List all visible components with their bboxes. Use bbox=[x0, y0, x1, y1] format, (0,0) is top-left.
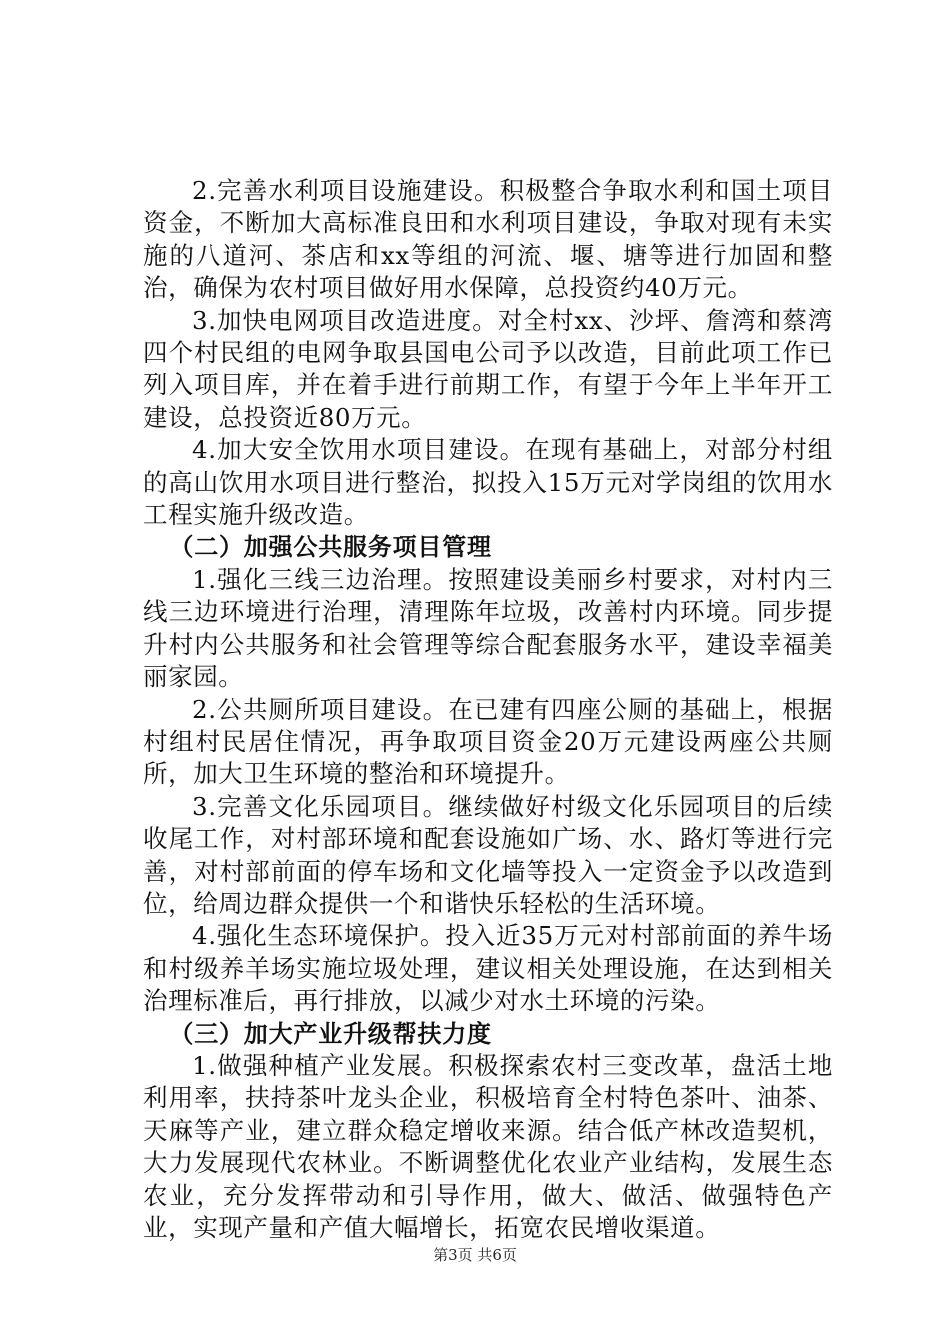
paragraph-power-grid: 3.加快电网项目改造进度。对全村xx、沙坪、詹湾和蔡湾四个村民组的电网争取县国电公司予以改造，目前此项工作已列入项目库，并在着手进行前期工作，有望于今年上半年开工建设，总投资近80万元。 bbox=[143, 305, 833, 432]
paragraph-three-lines: 1.强化三线三边治理。按照建设美丽乡村要求，对村内三线三边环境进行治理，清理陈年垃圾，改善村内环境。同步提升村内公共服务和社会管理等综合配套服务水平，建设幸福美丽家园。 bbox=[143, 564, 833, 692]
document-body bbox=[143, 175, 833, 1244]
section-heading-public-services: （二）加强公共服务项目管理 bbox=[169, 533, 492, 562]
paragraph-public-toilets: 2.公共厕所项目建设。在已建有四座公厕的基础上，根据村组村民居住情况，再争取项目资金20万元建设两座公共厕所，加大卫生环境的整治和环境提升。 bbox=[143, 694, 833, 789]
paragraph-cultural-park: 3.完善文化乐园项目。继续做好村级文化乐园项目的后续收尾工作，对村部环境和配套设施如广场、水、路灯等进行完善，对村部前面的停车场和文化墙等投入一定资金予以改造到位，给周边群众提供一个和谐快乐轻松的生活环境。 bbox=[143, 791, 833, 918]
paragraph-planting-industry: 1.做强种植产业发展。积极探索农村三变改革，盘活土地利用率，扶持茶叶龙头企业，积极培育全村特色茶叶、油茶、天麻等产业，建立群众稳定增收来源。结合低产林改造契机，大力发展现代农林业。不断调整优化农业产业结构，发展生态农业，充分发挥带动和引导作用，做大、做活、做强特色产业，实现产量和产值大幅增长，拓宽农民增收渠道。 bbox=[143, 1050, 833, 1242]
section-heading-industry: （三）加大产业升级帮扶力度 bbox=[169, 1019, 492, 1048]
paragraph-drinking-water: 4.加大安全饮用水项目建设。在现有基础上，对部分村组的高山饮用水项目进行整治，拟投入15万元对学岗组的饮用水工程实施升级改造。 bbox=[143, 435, 833, 530]
paragraph-water-conservancy: 2.完善水利项目设施建设。积极整合争取水利和国土项目资金，不断加大高标准良田和水利项目建设，争取对现有未实施的八道河、茶店和xx等组的河流、堰、塘等进行加固和整治，确保为农村项目做好用水保障，总投资约40万元。 bbox=[143, 176, 833, 303]
page-footer: 第3页 共6页 bbox=[433, 1246, 517, 1264]
paragraph-ecology: 4.强化生态环境保护。投入近35万元对村部前面的养牛场和村级养羊场实施垃圾处理，建议相关处理设施，在达到相关治理标准后，再行排放，以减少对水土环境的污染。 bbox=[143, 921, 833, 1016]
